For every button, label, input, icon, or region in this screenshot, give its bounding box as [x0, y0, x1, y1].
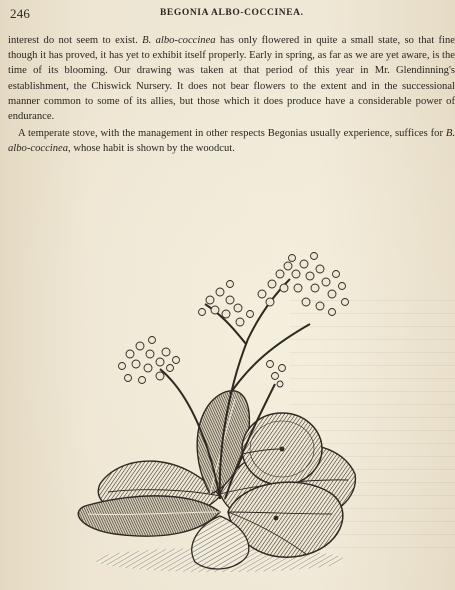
page-number: 246 — [10, 6, 31, 21]
running-head: BEGONIA ALBO-COCCINEA. — [160, 8, 304, 18]
flower-cluster-middle — [199, 281, 254, 327]
paragraph-1-text-b: has only flowered in quite a small state, so that fine though it has proved, it has yet to exhibit itself properly. Early in spring, as far as we are yet aware, is the time of its blooming. Our drawing was taken at that period of this year in Mr. Glendinning's establishment, the Chiswick Nursery. It does not bear flowers to the extent and in the successional manner common to some of its allies, but those which it does produce have a considerable power of endurance. — [8, 35, 455, 123]
flower-cluster-left — [119, 337, 180, 384]
begonia-woodcut-illustration — [70, 244, 360, 580]
paragraph-2-text-a: A temperate stove, with the management in other respects Begonias usually experience, suffices for — [18, 128, 446, 140]
page-header — [10, 6, 447, 24]
flower-cluster-top — [258, 253, 349, 316]
paragraph-1-text-a: interest do not seem to exist. — [8, 35, 143, 46]
leaf-round-right — [242, 413, 322, 485]
species-name-italic: B. albo-coccinea — [8, 128, 455, 155]
paragraph-1 — [8, 33, 455, 124]
species-name-italic: B. albo-coccinea — [142, 35, 216, 46]
leaf-front-left — [78, 496, 220, 536]
paragraph-2 — [8, 126, 455, 156]
paragraph-2-text-b: , whose habit is shown by the woodcut. — [68, 143, 235, 155]
flower-cluster-right — [267, 361, 286, 388]
body-text — [8, 33, 455, 157]
